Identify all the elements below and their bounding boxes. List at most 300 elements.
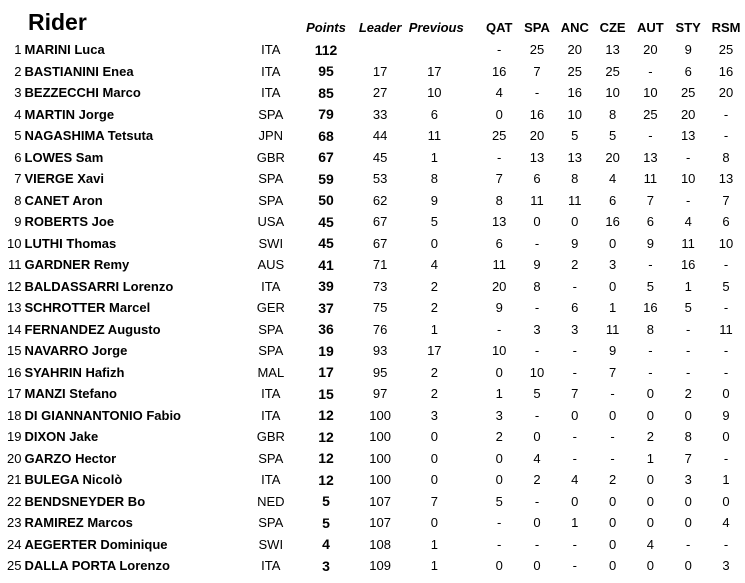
rider-nation: NED: [257, 493, 285, 509]
column-spacer: [460, 168, 480, 190]
race-points-sty: 7: [684, 450, 692, 466]
rider-name: MARINI Luca: [24, 42, 105, 58]
race-points-cze: 6: [608, 192, 617, 208]
race-points-cze: 20: [605, 149, 620, 165]
race-points-aut: -: [648, 128, 653, 144]
table-row: [0, 383, 745, 405]
table-row: [0, 254, 745, 276]
race-points-qat: 9: [495, 300, 503, 316]
race-points-spa: -: [534, 536, 540, 552]
rider-nation: SPA: [258, 171, 284, 187]
race-points-qat: -: [497, 515, 502, 531]
race-points-aut: 0: [646, 407, 654, 423]
race-points-cze: 0: [608, 493, 617, 509]
gap-to-previous: 1: [430, 149, 438, 165]
race-points-cze: 0: [608, 407, 617, 423]
rider-position: 16: [7, 364, 22, 380]
table-row: [0, 405, 745, 427]
gap-to-leader: 93: [372, 343, 388, 359]
rider-name: LUTHI Thomas: [24, 235, 117, 251]
rider-points: 112: [314, 41, 338, 58]
race-points-qat: 0: [495, 450, 503, 466]
rider-name: RAMIREZ Marcos: [24, 515, 133, 531]
race-points-anc: 4: [571, 472, 579, 488]
rider-position: 6: [14, 149, 22, 165]
rider-points: 85: [318, 84, 334, 101]
race-points-qat: -: [497, 42, 502, 58]
column-spacer: [460, 211, 480, 233]
rider-points: 79: [318, 106, 334, 123]
race-header-rsm: RSM: [711, 20, 741, 35]
race-points-sty: 9: [684, 42, 692, 58]
gap-to-previous: 10: [427, 85, 442, 101]
gap-to-previous: [409, 39, 460, 61]
column-spacer: [460, 469, 480, 491]
race-points-qat: 8: [495, 192, 503, 208]
race-points-cze: -: [610, 386, 615, 402]
rider-name: LOWES Sam: [24, 149, 104, 165]
column-spacer: [460, 555, 480, 577]
race-points-sty: 13: [680, 128, 696, 144]
column-spacer: [460, 426, 480, 448]
gap-to-leader: 97: [372, 386, 388, 402]
race-points-anc: -: [572, 558, 577, 574]
gap-to-leader: [352, 39, 409, 61]
race-points-sty: 0: [684, 515, 692, 531]
rider-name: DIXON Jake: [24, 429, 99, 445]
rider-nation: SWI: [258, 235, 284, 251]
race-points-rsm: 0: [722, 493, 730, 509]
race-points-cze: 7: [608, 364, 617, 380]
race-points-qat: 0: [495, 558, 503, 574]
race-points-sty: 0: [684, 407, 692, 423]
race-points-sty: -: [686, 321, 691, 337]
column-spacer: [460, 147, 480, 169]
race-points-rsm: 4: [722, 515, 730, 531]
rider-name: FERNANDEZ Augusto: [24, 321, 161, 337]
race-points-anc: 0: [571, 214, 579, 230]
race-points-spa: 2: [533, 472, 541, 488]
race-points-anc: 6: [571, 300, 579, 316]
gap-to-leader: 108: [369, 536, 391, 552]
race-points-qat: 0: [495, 364, 503, 380]
column-spacer: [460, 39, 480, 61]
race-points-rsm: 1: [722, 472, 730, 488]
race-points-cze: 9: [608, 343, 617, 359]
race-points-cze: 4: [608, 171, 617, 187]
column-spacer: [460, 233, 480, 255]
race-points-anc: 20: [567, 42, 583, 58]
race-points-anc: -: [572, 450, 577, 466]
rider-name: BULEGA Nicolò: [24, 472, 123, 488]
gap-to-leader: 45: [372, 149, 388, 165]
rider-points: 12: [318, 428, 334, 445]
race-points-anc: 16: [567, 85, 583, 101]
gap-to-leader: 53: [372, 171, 388, 187]
rider-position: 20: [7, 450, 22, 466]
race-points-spa: 0: [533, 515, 541, 531]
race-points-anc: 25: [567, 63, 583, 79]
race-points-anc: 3: [571, 321, 579, 337]
race-points-spa: 20: [529, 128, 545, 144]
rider-name: MARTIN Jorge: [24, 106, 115, 122]
column-spacer: [460, 534, 480, 556]
race-points-aut: 6: [646, 214, 654, 230]
column-spacer: [460, 125, 480, 147]
rider-points: 45: [318, 235, 334, 252]
column-spacer: [460, 104, 480, 126]
gap-to-leader: 62: [372, 192, 388, 208]
rider-name: SYAHRIN Hafizh: [24, 364, 125, 380]
rider-name: BENDSNEYDER Bo: [24, 493, 146, 509]
race-points-aut: 7: [646, 192, 654, 208]
rider-nation: SPA: [258, 515, 284, 531]
race-points-sty: 16: [680, 257, 696, 273]
gap-to-leader: 73: [372, 278, 388, 294]
table-row: [0, 469, 745, 491]
table-row: [0, 362, 745, 384]
race-points-anc: 0: [571, 407, 579, 423]
race-points-spa: -: [534, 85, 540, 101]
race-points-rsm: -: [723, 343, 729, 359]
rider-points: 19: [318, 342, 334, 359]
race-points-qat: 25: [491, 128, 507, 144]
rider-position: 22: [7, 493, 22, 509]
race-points-spa: -: [534, 235, 540, 251]
table-row: [0, 276, 745, 298]
gap-to-leader: 17: [372, 63, 388, 79]
race-points-aut: -: [648, 364, 653, 380]
gap-to-leader: 67: [372, 235, 388, 251]
race-points-qat: 20: [491, 278, 507, 294]
race-points-aut: 0: [646, 558, 654, 574]
column-spacer: [460, 319, 480, 341]
rider-header: Rider: [28, 9, 87, 35]
table-row: [0, 297, 745, 319]
race-points-rsm: 7: [722, 192, 730, 208]
race-points-qat: 16: [491, 63, 507, 79]
race-points-aut: 16: [643, 300, 658, 316]
rider-position: 24: [7, 536, 22, 552]
race-points-sty: -: [686, 149, 691, 165]
race-points-anc: 10: [567, 106, 583, 122]
rider-points: 15: [318, 385, 334, 402]
rider-name: NAVARRO Jorge: [24, 343, 128, 359]
gap-to-previous: 2: [430, 300, 438, 316]
table-row: [0, 147, 745, 169]
race-points-aut: 8: [646, 321, 654, 337]
rider-nation: SPA: [258, 192, 284, 208]
race-points-qat: 11: [492, 257, 506, 273]
gap-to-previous: 9: [430, 192, 438, 208]
race-points-cze: 0: [608, 558, 617, 574]
rider-nation: GBR: [256, 149, 285, 165]
race-points-spa: 0: [533, 429, 541, 445]
race-points-qat: 1: [495, 386, 503, 402]
gap-to-previous: 17: [427, 63, 442, 79]
race-points-rsm: -: [723, 364, 729, 380]
rider-position: 9: [14, 214, 22, 230]
gap-to-previous: 1: [430, 558, 438, 574]
race-points-spa: 16: [529, 106, 545, 122]
table-row: [0, 125, 745, 147]
rider-position: 18: [7, 407, 22, 423]
race-points-anc: 11: [568, 192, 582, 208]
rider-nation: GBR: [256, 429, 285, 445]
race-points-cze: 13: [605, 42, 620, 58]
race-points-spa: -: [534, 493, 540, 509]
column-spacer: [460, 448, 480, 470]
race-header-spa: SPA: [524, 20, 550, 35]
gap-to-leader: 107: [369, 493, 391, 509]
gap-to-leader: 100: [369, 407, 391, 423]
rider-nation: SPA: [258, 450, 284, 466]
table-row: [0, 512, 745, 534]
race-points-anc: 1: [571, 515, 579, 531]
race-points-sty: 25: [680, 85, 696, 101]
gap-to-leader: 75: [372, 300, 388, 316]
race-points-qat: -: [497, 149, 502, 165]
rider-nation: ITA: [261, 407, 281, 423]
column-spacer: [460, 512, 480, 534]
rider-name: ROBERTS Joe: [24, 214, 115, 230]
race-points-qat: 5: [495, 493, 503, 509]
column-spacer: [460, 82, 480, 104]
column-spacer: [460, 362, 480, 384]
race-points-spa: -: [534, 343, 540, 359]
gap-to-previous: 0: [430, 450, 438, 466]
race-points-sty: -: [686, 192, 691, 208]
rider-points: 59: [318, 170, 334, 187]
gap-to-previous: 2: [430, 386, 438, 402]
rider-points: 39: [318, 278, 334, 295]
rider-nation: SPA: [258, 106, 284, 122]
race-points-anc: 9: [571, 235, 579, 251]
race-points-spa: 9: [533, 257, 541, 273]
race-points-aut: 0: [646, 493, 654, 509]
column-spacer: [460, 297, 480, 319]
rider-points: 5: [322, 514, 330, 531]
rider-points: 12: [318, 471, 334, 488]
race-points-cze: 0: [608, 235, 617, 251]
rider-position: 4: [14, 106, 22, 122]
race-header-aut: AUT: [637, 20, 664, 35]
rider-points: 41: [318, 256, 334, 273]
race-points-sty: 2: [684, 386, 692, 402]
race-points-qat: 7: [495, 171, 503, 187]
table-row: [0, 104, 745, 126]
race-points-spa: -: [534, 407, 540, 423]
race-points-anc: 8: [571, 171, 579, 187]
rider-position: 13: [7, 300, 22, 316]
race-points-cze: 1: [608, 300, 617, 316]
rider-points: 67: [318, 149, 334, 166]
rider-position: 3: [14, 85, 22, 101]
rider-points: 12: [318, 407, 334, 424]
rider-nation: USA: [257, 214, 285, 230]
rider-position: 21: [7, 472, 22, 488]
gap-to-previous: 7: [430, 493, 438, 509]
rider-points: 4: [322, 536, 330, 553]
race-points-anc: -: [572, 429, 577, 445]
gap-to-leader: 44: [372, 128, 388, 144]
rider-name: MANZI Stefano: [24, 386, 117, 402]
race-points-cze: 25: [605, 63, 620, 79]
gap-to-leader: 33: [372, 106, 388, 122]
race-points-anc: -: [572, 343, 577, 359]
rider-points: 45: [318, 213, 334, 230]
table-row: [0, 211, 745, 233]
rider-nation: JPN: [258, 128, 284, 144]
race-points-sty: 8: [684, 429, 692, 445]
race-points-aut: 5: [646, 278, 654, 294]
previous-header: Previous: [408, 20, 464, 35]
race-points-spa: 5: [533, 386, 541, 402]
rider-position: 2: [14, 63, 22, 79]
gap-to-previous: 3: [430, 407, 438, 423]
rider-name: VIERGE Xavi: [24, 171, 104, 187]
rider-points: 50: [318, 192, 334, 209]
race-points-spa: 0: [533, 558, 541, 574]
race-points-qat: -: [497, 321, 502, 337]
race-points-anc: 7: [571, 386, 579, 402]
race-points-spa: 4: [533, 450, 541, 466]
rider-points: 3: [322, 557, 330, 574]
rider-nation: ITA: [261, 386, 281, 402]
race-points-rsm: 11: [719, 321, 733, 337]
table-row: [0, 555, 745, 577]
race-header-qat: QAT: [485, 20, 513, 35]
rider-nation: SPA: [258, 343, 284, 359]
gap-to-leader: 95: [372, 364, 388, 380]
race-header-anc: ANC: [560, 20, 589, 35]
gap-to-previous: 11: [427, 128, 442, 144]
race-points-cze: 11: [605, 321, 620, 337]
table-row: [0, 448, 745, 470]
leader-header: Leader: [358, 20, 402, 35]
race-points-qat: 0: [495, 472, 503, 488]
race-points-qat: 10: [491, 343, 507, 359]
gap-to-previous: 4: [430, 257, 438, 273]
gap-to-leader: 107: [369, 515, 391, 531]
rider-name: BALDASSARRI Lorenzo: [24, 278, 174, 294]
rider-position: 1: [14, 42, 22, 58]
rider-points: 95: [318, 63, 334, 80]
gap-to-leader: 109: [369, 558, 391, 574]
table-row: [0, 61, 745, 83]
race-points-aut: 10: [643, 85, 658, 101]
rider-nation: ITA: [261, 42, 281, 58]
race-points-rsm: 8: [722, 149, 730, 165]
race-points-spa: 3: [533, 321, 541, 337]
race-points-aut: 13: [643, 149, 658, 165]
race-points-rsm: -: [723, 450, 729, 466]
race-header-sty: STY: [675, 20, 701, 35]
race-points-rsm: 3: [722, 558, 730, 574]
race-points-aut: 9: [646, 235, 654, 251]
race-points-rsm: 13: [718, 171, 734, 187]
race-points-spa: 11: [530, 192, 544, 208]
race-points-sty: -: [686, 364, 691, 380]
rider-name: CANET Aron: [24, 192, 103, 208]
race-points-anc: -: [572, 536, 577, 552]
rider-nation: ITA: [261, 472, 281, 488]
race-points-sty: -: [686, 343, 691, 359]
header-row: [0, 0, 745, 39]
gap-to-leader: 100: [369, 450, 391, 466]
rider-position: 12: [7, 278, 22, 294]
table-row: [0, 168, 745, 190]
gap-to-previous: 2: [430, 364, 438, 380]
race-points-aut: 0: [646, 386, 654, 402]
race-points-aut: 2: [646, 429, 654, 445]
race-points-sty: 10: [680, 171, 696, 187]
race-points-aut: -: [648, 343, 653, 359]
rider-nation: ITA: [261, 85, 281, 101]
race-points-rsm: 9: [722, 407, 730, 423]
rider-nation: GER: [256, 300, 285, 316]
race-points-rsm: 25: [718, 42, 734, 58]
rider-nation: ITA: [261, 278, 281, 294]
race-points-rsm: 0: [722, 429, 730, 445]
race-points-qat: 13: [491, 214, 507, 230]
race-points-sty: 11: [681, 235, 695, 251]
race-points-cze: 10: [605, 85, 620, 101]
table-row: [0, 82, 745, 104]
race-points-aut: -: [648, 257, 653, 273]
gap-to-leader: 100: [369, 429, 391, 445]
gap-to-leader: 27: [372, 85, 388, 101]
rider-nation: SWI: [258, 536, 284, 552]
race-points-qat: 3: [495, 407, 503, 423]
race-points-qat: 6: [495, 235, 503, 251]
race-points-cze: 5: [608, 128, 617, 144]
rider-points: 37: [318, 299, 334, 316]
rider-position: 17: [7, 386, 22, 402]
column-spacer: [460, 383, 480, 405]
race-points-spa: 10: [529, 364, 545, 380]
race-points-aut: 1: [646, 450, 654, 466]
race-points-rsm: -: [723, 128, 729, 144]
rider-points: 17: [318, 364, 334, 381]
race-points-cze: -: [610, 429, 615, 445]
race-points-spa: -: [534, 300, 540, 316]
rider-position: 19: [7, 429, 22, 445]
rider-position: 11: [8, 257, 22, 273]
table-row: [0, 534, 745, 556]
gap-to-leader: 71: [372, 257, 388, 273]
column-spacer: [460, 276, 480, 298]
column-spacer: [460, 190, 480, 212]
table-row: [0, 340, 745, 362]
gap-to-previous: 1: [430, 321, 438, 337]
rider-position: 10: [7, 235, 22, 251]
rider-nation: AUS: [257, 257, 285, 273]
table-row: [0, 491, 745, 513]
gap-to-previous: 8: [430, 171, 438, 187]
race-points-spa: 6: [533, 171, 541, 187]
gap-to-previous: 0: [430, 429, 438, 445]
race-points-spa: 8: [533, 278, 541, 294]
gap-to-leader: 76: [372, 321, 388, 337]
rider-points: 68: [318, 127, 334, 144]
race-points-cze: 0: [608, 515, 617, 531]
race-points-anc: -: [572, 278, 577, 294]
race-points-rsm: 16: [718, 63, 734, 79]
points-header: Points: [306, 20, 346, 35]
race-points-sty: 20: [680, 106, 696, 122]
race-points-cze: 8: [608, 106, 617, 122]
